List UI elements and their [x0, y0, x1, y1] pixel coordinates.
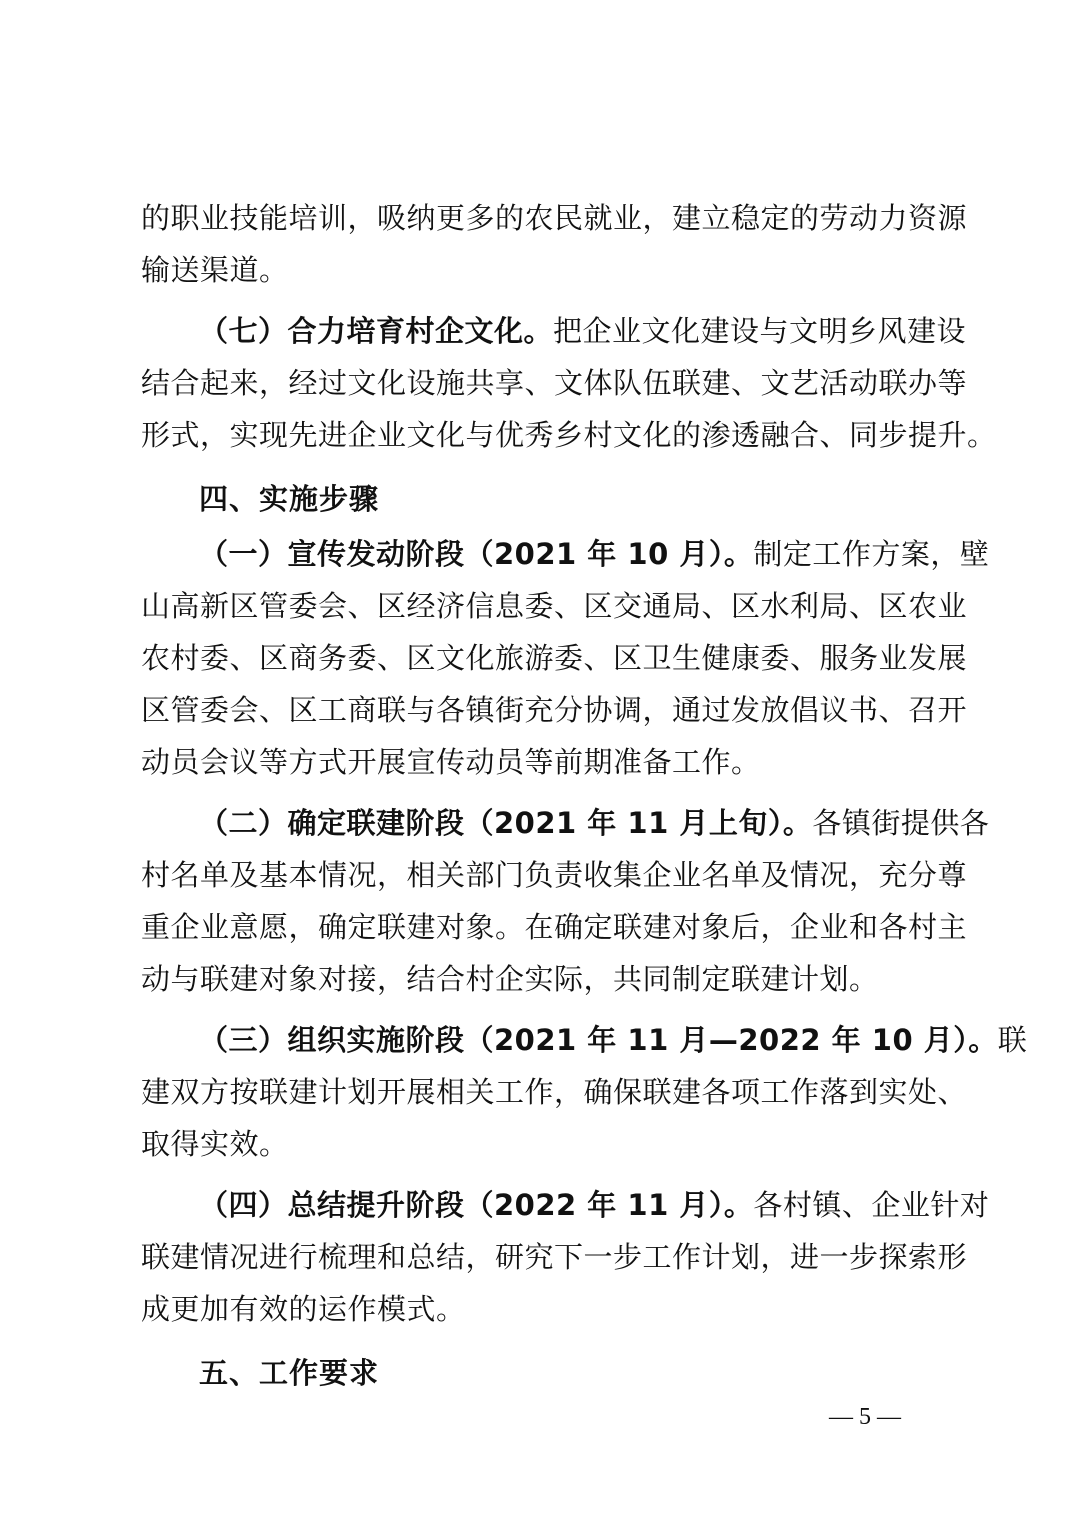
paragraph-line: 重企业意愿，确定联建对象。在确定联建对象后，企业和各村主	[141, 910, 968, 944]
paragraph-line: 形式，实现先进企业文化与优秀乡村文化的渗透融合、同步提升。	[141, 418, 997, 452]
paragraph-line: 各镇街提供各	[812, 806, 990, 840]
paragraph-line: 制定工作方案，壁	[753, 537, 990, 571]
section-heading: 四、实施步骤	[199, 482, 380, 516]
document-body	[141, 192, 1028, 1402]
paragraph-line: 农村委、区商务委、区文化旅游委、区卫生健康委、服务业发展	[141, 641, 968, 675]
item-title: （四）总结提升阶段（2022 年 11 月）。	[199, 1188, 754, 1222]
item-title: （七）合力培育村企文化。	[199, 314, 554, 348]
paragraph-item-3	[141, 1014, 1028, 1170]
paragraph-line: 的职业技能培训，吸纳更多的农民就业，建立稳定的劳动力资源	[141, 201, 968, 235]
paragraph-line: 建双方按联建计划开展相关工作，确保联建各项工作落到实处、	[141, 1075, 968, 1109]
section-heading: 五、工作要求	[199, 1356, 380, 1390]
paragraph-line: 输送渠道。	[141, 253, 289, 287]
paragraph-line: 各村镇、企业针对	[753, 1188, 990, 1222]
paragraph-line: 把企业文化建设与文明乡风建设	[553, 314, 967, 348]
page-number: — 5 —	[829, 1404, 901, 1430]
paragraph-continuation	[141, 192, 968, 296]
paragraph-line: 结合起来，经过文化设施共享、文体队伍联建、文艺活动联办等	[141, 366, 968, 400]
paragraph-item-1	[141, 528, 990, 788]
paragraph-line: 动员会议等方式开展宣传动员等前期准备工作。	[141, 745, 761, 779]
item-title: （三）组织实施阶段（2021 年 11 月—2022 年 10 月）。	[199, 1023, 998, 1057]
paragraph-item-7	[141, 305, 997, 461]
item-title: （二）确定联建阶段（2021 年 11 月上旬）。	[199, 806, 813, 840]
paragraph-item-4	[141, 1179, 990, 1335]
paragraph-line: 区管委会、区工商联与各镇街充分协调，通过发放倡议书、召开	[141, 693, 968, 727]
paragraph-line: 动与联建对象对接，结合村企实际，共同制定联建计划。	[141, 962, 879, 996]
paragraph-line: 联	[997, 1023, 1028, 1057]
paragraph-line: 联建情况进行梳理和总结，研究下一步工作计划，进一步探索形	[141, 1240, 968, 1274]
paragraph-line: 山高新区管委会、区经济信息委、区交通局、区水利局、区农业	[141, 589, 968, 623]
item-title: （一）宣传发动阶段（2021 年 10 月）。	[199, 537, 754, 571]
paragraph-line: 取得实效。	[141, 1127, 289, 1161]
paragraph-item-2	[141, 797, 990, 1005]
paragraph-line: 成更加有效的运作模式。	[141, 1292, 466, 1326]
paragraph-line: 村名单及基本情况，相关部门负责收集企业名单及情况，充分尊	[141, 858, 968, 892]
